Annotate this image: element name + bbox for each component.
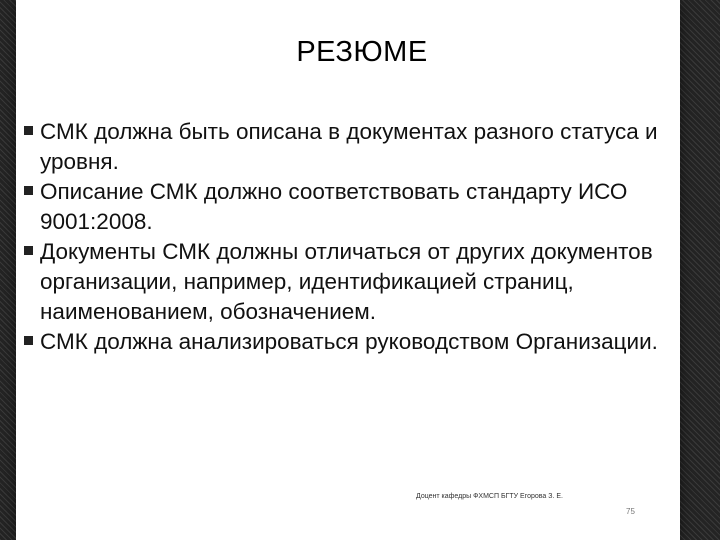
- bullet-item: [22, 237, 662, 327]
- page-number: 75: [626, 507, 635, 516]
- bullet-text: СМК должна быть описана в документах разного статуса и уровня.: [40, 119, 658, 174]
- bullet-text: Описание СМК должно соответствовать стандарту ИСО 9001:2008.: [40, 179, 628, 234]
- footer-author: Доцент кафедры ФХМСП БГТУ Егорова З. Е.: [416, 493, 563, 500]
- slide: [16, 0, 680, 540]
- square-bullet-icon: [24, 336, 33, 345]
- square-bullet-icon: [24, 126, 33, 135]
- square-bullet-icon: [24, 186, 33, 195]
- square-bullet-icon: [24, 246, 33, 255]
- bullet-list: [22, 117, 662, 357]
- bullet-item: [22, 327, 662, 357]
- bullet-text: СМК должна анализироваться руководством Организации.: [40, 329, 658, 354]
- bullet-item: [22, 117, 662, 177]
- slide-title: РЕЗЮМЕ: [296, 36, 428, 68]
- bullet-item: [22, 177, 662, 237]
- bullet-text: Документы СМК должны отличаться от других документов организации, например, идентификацией страниц, наименованием, обозначением.: [40, 239, 653, 324]
